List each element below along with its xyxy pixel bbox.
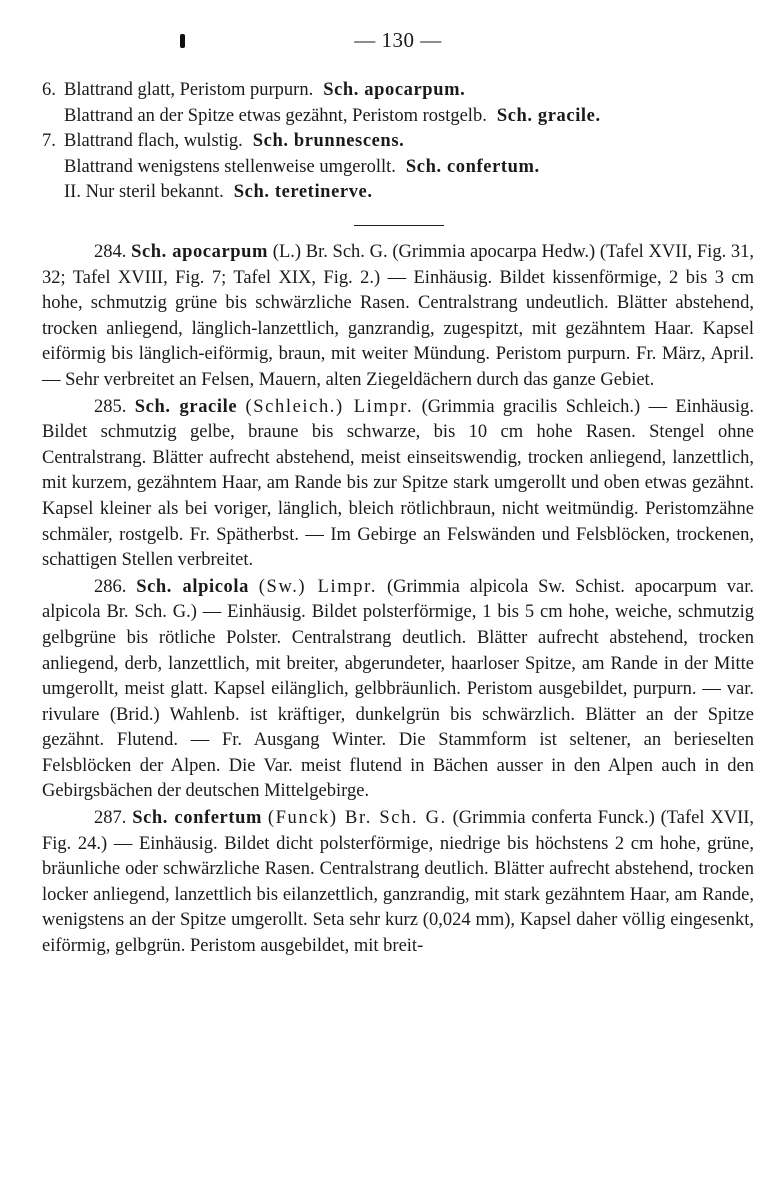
key-line: [42, 129, 754, 155]
entry-text: (Grimmia gracilis Schleich.) — Einhäusig. Bildet schmutzig gelbe, braune bis schwarze, bis 10 cm hohe Rasen. Stengel ohne Centralstrang. Blätter aufrecht abstehend, meist einseitswendig, trocken anliegend, lanzettlich, mit kurzem, gezähntem Haar, am Rande bis zur Spitze stark umgerollt und oben etwas gezähnt. Kapsel kleiner als bei voriger, länglich, bleich rötlichbraun, nicht weitmündig. Peristomzähne schmäler, rostgelb. Fr. Spätherbst. — Im Gebirge an Felswänden und Felsblöcken, trockenen, schattigen Stellen verbreitet.: [42, 396, 755, 571]
key-text: Blattrand flach, wulstig.: [64, 131, 243, 151]
species-entry: [42, 575, 754, 805]
author-citation: (Funck) Br. Sch. G.: [267, 808, 447, 829]
author-citation: (Schleich.) Limpr.: [245, 396, 414, 417]
key-line: [42, 180, 754, 206]
key-text: Blattrand glatt, Peristom purpurn.: [64, 80, 314, 100]
author-citation: (L.) Br. Sch. G.: [272, 242, 388, 262]
species-name: Sch. alpicola: [136, 576, 249, 597]
species-name: Sch. gracile: [134, 396, 238, 417]
entry-text: (Grimmia apocarpa Hedw.) (Tafel XVII, Fig. 31, 32; Tafel XVIII, Fig. 7; Tafel XIX, Fig. 2.) — Einhäusig. Bildet kissenförmige, 2 bis 3 cm hohe, schmutzig grüne bis schwärzliche Rasen. Centralstrang undeutlich. Blätter abstehend, trocken anliegend, länglich-lanzettlich, ganzrandig, zugespitzt, mit gezähntem Haar. Kapsel eiförmig bis länglich-eiförmig, braun, mit weiter Mündung. Peristom purpurn. Fr. März, April. — Sehr verbreitet an Felsen, Mauern, alten Ziegeldächern durch das ganze Gebiet.: [42, 242, 755, 390]
key-text: Blattrand an der Spitze etwas gezähnt, Peristom rostgelb.: [64, 105, 487, 126]
entry-number: 286.: [94, 576, 127, 597]
species-name: Sch. gracile.: [496, 105, 601, 126]
entry-number: 284.: [94, 242, 127, 262]
key-line: [42, 155, 754, 181]
entry-number: 285.: [94, 396, 127, 417]
author-citation: (Sw.) Limpr.: [258, 576, 378, 597]
key-text: II. Nur steril bekannt.: [64, 182, 224, 202]
key-number: 6.: [42, 80, 56, 100]
species-entry: [42, 806, 754, 960]
species-name: Sch. apocarpum.: [323, 80, 466, 100]
species-name: Sch. brunnescens.: [252, 131, 405, 151]
species-name: Sch. confertum.: [405, 156, 540, 177]
section-divider: [354, 225, 444, 226]
key-line: [42, 104, 754, 130]
key-text: Blattrand wenigstens stellenweise umgerollt.: [64, 156, 396, 177]
key-line: [42, 78, 754, 104]
entry-text: (Grimmia conferta Funck.) (Tafel XVII, Fig. 24.) — Einhäusig. Bildet dicht polsterförmige, niedrige bis höchstens 2 cm hohe, grüne, bräunliche oder schwärzliche Rasen. Centralstrang deutlich. Blätter aufrecht abstehend, trocken locker anliegend, lanzettlich bis eilanzettlich, ganzrandig, mit stark gezähntem Haar, am Rande, wenigstens an der Spitze umgerollt. Seta sehr kurz (0,024 mm), Kapsel daher völlig eingesenkt, eiförmig, gelbgrün. Peristom ausgebildet, mit breit-: [42, 808, 755, 957]
entry-number: 287.: [94, 808, 127, 829]
identification-key: [42, 78, 754, 206]
species-name: Sch. teretinerve.: [233, 182, 373, 202]
page-number: — 130 —: [354, 28, 442, 52]
species-name: Sch. apocarpum: [131, 242, 269, 262]
species-descriptions: [42, 240, 754, 961]
species-name: Sch. confertum: [132, 808, 263, 829]
species-entry: [42, 240, 754, 394]
species-entry: [42, 395, 754, 574]
key-number: 7.: [42, 131, 56, 151]
entry-text: (Grimmia alpicola Sw. Schist. apocarpum var. alpicola Br. Sch. G.) — Einhäusig. Bildet polsterförmige, 1 bis 5 cm hohe, weiche, schmutzig gelbgrüne bis rötliche Polster. Centralstrang deutlich. Blätter aufrecht abstehend, trocken anliegend, derb, lanzettlich, mit breiter, abgerundeter, haarloser Spitze, am Rande in der Mitte umgerollt, meist glatt. Kapsel eilänglich, gelbbräunlich. Peristom ausgebildet, purpurn. — var. rivulare (Brid.) Wahlenb. ist kräftiger, dunkelgrün bis schwärzlich. Blätter an der Spitze gezähnt. Flutend. — Fr. Ausgang Winter. Die Stammform ist seltener, an berieselten Felsblöcken der Alpen. Die Var. meist flutend in Bächen ausser in den Alpen auch in den Gebirgsbächen der deutschen Mittelgebirge.: [42, 576, 754, 802]
